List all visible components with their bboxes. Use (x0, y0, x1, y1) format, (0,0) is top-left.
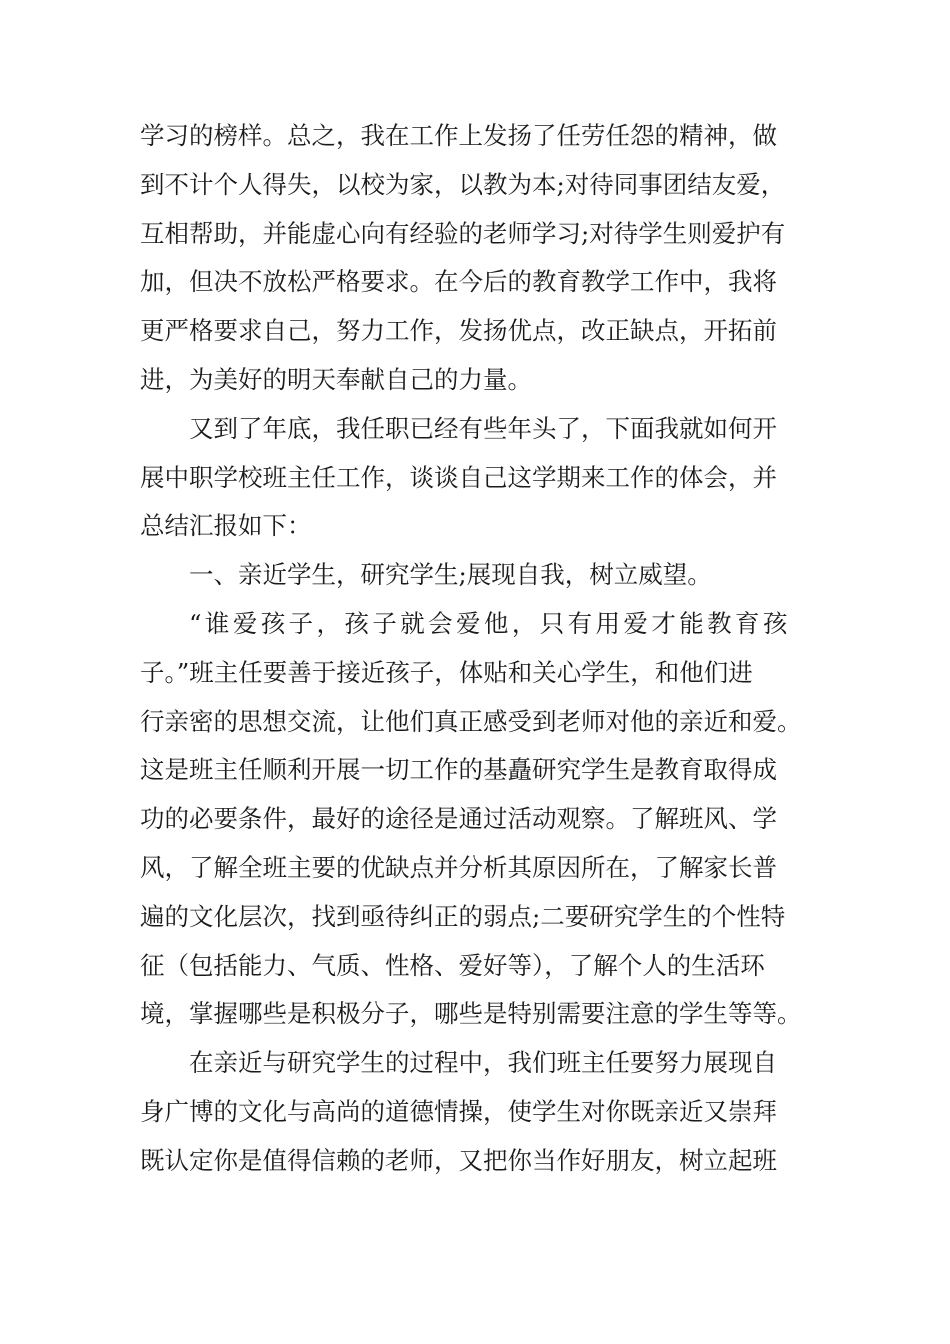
body-text (140, 112, 840, 1186)
paragraph-start-line: 在亲近与研究学生的过程中，我们班主任要努力展现自 (189, 1048, 777, 1078)
paragraph-start-line: 又到了年底，我任职已经有些年头了，下面我就如何开 (189, 413, 777, 443)
text-line: 展中职学校班主任工作，谈谈自己这学期来工作的体会，并 (140, 462, 777, 492)
text-line: 互相帮助，并能虚心向有经验的老师学习;对待学生则爱护有 (140, 218, 786, 248)
text-line: 这是班主任顺利开展一切工作的基矗研究学生是教育取得成 (140, 755, 777, 785)
section-heading: 一、亲近学生，研究学生;展现自我，树立威望。 (189, 560, 712, 590)
text-line: 征（包括能力、气质、性格、爱好等），了解个人的生活环 (140, 950, 765, 980)
text-line: 身广博的文化与高尚的道德情操，使学生对你既亲近又崇拜 (140, 1096, 777, 1126)
text-line: 行亲密的思想交流，让他们真正感受到老师对他的亲近和爱。 (140, 706, 802, 736)
text-line: 总结汇报如下： (140, 511, 312, 541)
text-line: 功的必要条件，最好的途径是通过活动观察。了解班风、学 (140, 804, 777, 834)
text-line: 学习的榜样。总之，我在工作上发扬了任劳任怨的精神，做 (140, 121, 777, 150)
text-line: 风，了解全班主要的优缺点并分析其原因所在，了解家长普 (140, 852, 777, 882)
text-line: 进，为美好的明天奉献自己的力量。 (140, 364, 532, 394)
text-line: 既认定你是值得信赖的老师，又把你当作好朋友，树立起班 (140, 1145, 777, 1175)
text-line: 遍的文化层次，找到亟待纠正的弱点;二要研究学生的个性特 (140, 901, 786, 931)
text-line: 境，掌握哪些是积极分子，哪些是特别需要注意的学生等等。 (140, 999, 802, 1029)
text-line: 子。”班主任要善于接近孩子，体贴和关心学生，和他们进 (140, 657, 753, 687)
quote-line: “谁爱孩子，孩子就会爱他，只有用爱才能教育孩 (189, 608, 791, 638)
text-line: 更严格要求自己，努力工作，发扬优点，改正缺点，开拓前 (140, 316, 777, 346)
text-line: 加，但决不放松严格要求。在今后的教育教学工作中，我将 (140, 267, 777, 297)
text-line: 到不计个人得失，以校为家，以教为本;对待同事团结友爱， (140, 169, 786, 199)
